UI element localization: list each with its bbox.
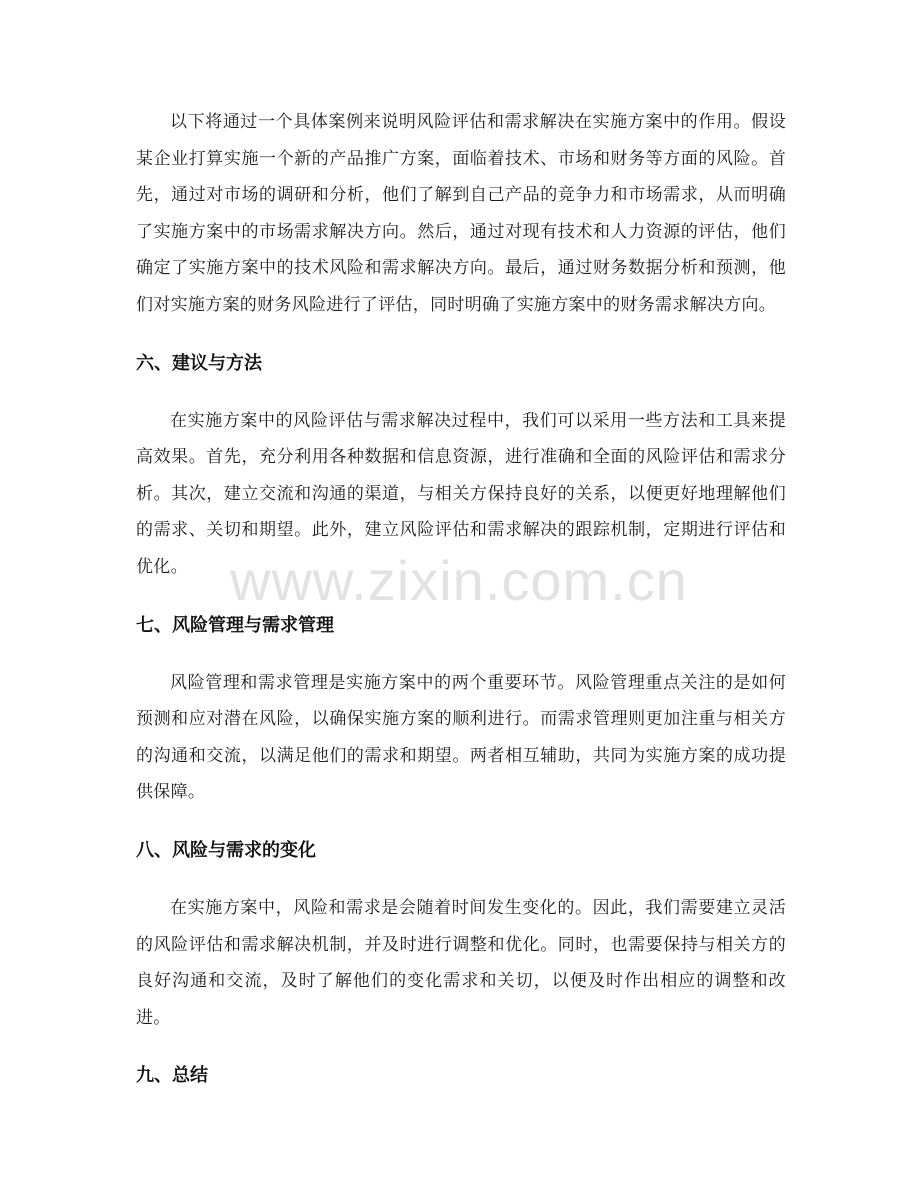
section-heading-7: 七、风险管理与需求管理 <box>136 614 334 636</box>
intro-paragraph: 以下将通过一个具体案例来说明风险评估和需求解决在实施方案中的作用。假设某企业打算实施一个新的产品推广方案，面临着技术、市场和财务等方面的风险。首先，通过对市场的调研和分析，他们了解到自己产品的竞争力和市场需求，从而明确了实施方案中的市场需求解决方向。然后，通过对现有技术和人力资源的评估，他们确定了实施方案中的技术风险和需求解决方向。最后，通过财务数据分析和预测，他们对实施方案的财务风险进行了评估，同时明确了实施方案中的财务需求解决方向。 <box>136 112 786 315</box>
section-paragraph-6: 在实施方案中的风险评估与需求解决过程中，我们可以采用一些方法和工具来提高效果。首先，充分利用各种数据和信息资源，进行准确和全面的风险评估和需求分析。其次，建立交流和沟通的渠道，与相关方保持良好的关系，以便更好地理解他们的需求、关切和期望。此外，建立风险评估和需求解决的跟踪机制，定期进行评估和优化。 <box>136 410 786 577</box>
section-heading-8: 八、风险与需求的变化 <box>136 839 316 861</box>
watermark-text: www.zixin.com.cn <box>230 549 688 612</box>
section-paragraph-8: 在实施方案中，风险和需求是会随着时间发生变化的。因此，我们需要建立灵活的风险评估和需求解决机制，并及时进行调整和优化。同时，也需要保持与相关方的良好沟通和交流，及时了解他们的变化需求和关切，以便及时作出相应的调整和改进。 <box>136 897 786 1028</box>
document-body <box>136 104 786 1088</box>
section-heading-6: 六、建议与方法 <box>136 352 262 374</box>
section-heading-9: 九、总结 <box>136 1065 208 1087</box>
section-paragraph-7: 风险管理和需求管理是实施方案中的两个重要环节。风险管理重点关注的是如何预测和应对潜在风险，以确保实施方案的顺利进行。而需求管理则更加注重与相关方的沟通和交流，以满足他们的需求和期望。两者相互辅助，共同为实施方案的成功提供保障。 <box>136 672 786 803</box>
